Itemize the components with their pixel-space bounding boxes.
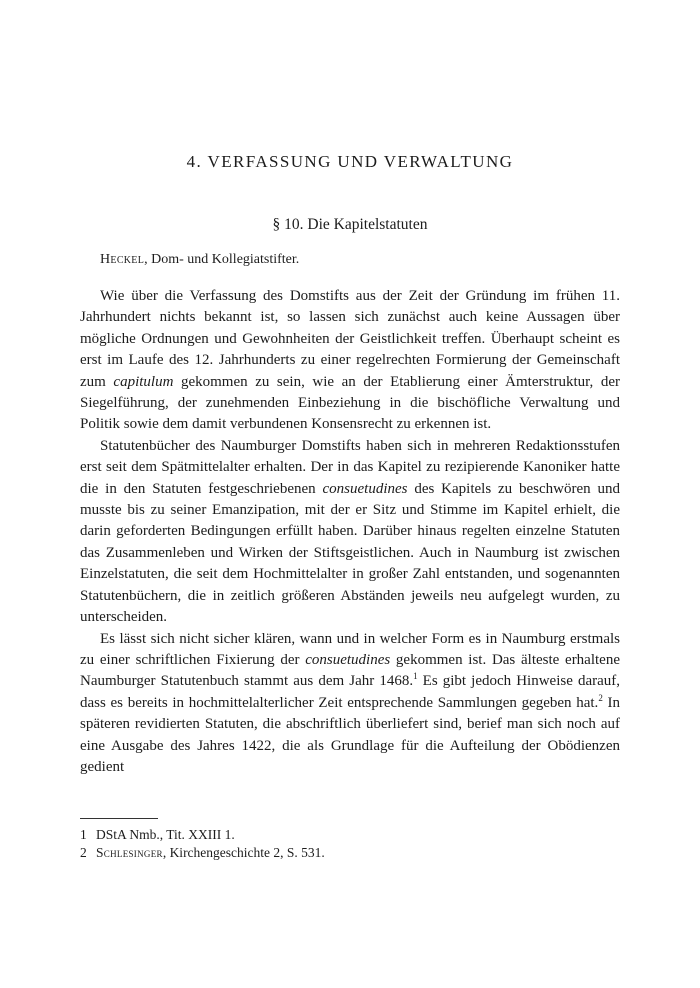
paragraph-2 <box>80 436 620 629</box>
footnote-divider <box>80 818 158 819</box>
literature-author: Heckel <box>100 252 145 267</box>
body-text <box>80 286 620 778</box>
footnote-marker-2[interactable]: 2 <box>598 692 603 703</box>
footnote-number: 1 <box>80 827 87 842</box>
latin-term: consuetudines <box>305 651 391 668</box>
paragraph-1-text-a: Wie über die Verfassung des Domstifts aus der Zeit der Gründung im frühen 11. Jahrhundert nichts bekannt ist, so lassen sich zunächst auch keine Aussagen über mögliche Ordnungen und Gewohnheiten der Geistlichkeit treffen. Überhaupt scheint es erst im Laufe des 12. Jahrhunderts zu einer regelrechten Formierung der Gemeinschaft zum <box>80 288 620 390</box>
footnotes <box>80 826 620 862</box>
paragraph-3-text-a: Es lässt sich nicht sicher klären, wann und in welcher Form es in Naumburg erstmals zu einer schriftlichen Fixierung der <box>80 630 620 668</box>
paragraph-3 <box>80 629 620 779</box>
latin-term: consuetudines <box>322 480 408 497</box>
footnote-text: DStA Nmb., Tit. XXIII 1. <box>96 827 235 842</box>
paragraph-1-text-b: gekommen zu sein, wie an der Etablierung einer Ämterstruktur, der Siegelführung, der zunehmenden Einbeziehung in die bischöfliche Verwaltung und Politik sowie dem damit verbundenen Konsensrecht zu erkennen ist. <box>80 373 621 433</box>
paragraph-3-text-c: Es gibt jedoch Hinweise darauf, dass es bereits in hochmittelalterlicher Zeit entsprechende Sammlungen gegeben hat. <box>80 673 621 711</box>
latin-term: capitulum <box>113 373 174 390</box>
paragraph-3-text-d: In späteren revidierten Statuten, die abschriftlich überliefert sind, berief man sich noch auf eine Ausgabe des Jahres 1422, die als Grundlage für die Aufteilung der Obödienzen gedient <box>80 694 620 775</box>
footnote-marker-1[interactable]: 1 <box>413 671 418 682</box>
footnote-1 <box>80 826 620 844</box>
section-title: § 10. Die Kapitelstatuten <box>272 216 428 233</box>
footnote-text: , Kirchengeschichte 2, S. 531. <box>162 845 325 860</box>
paragraph-1 <box>80 286 620 436</box>
paragraph-3-text-b: gekommen ist. Das älteste erhaltene Naumburger Statutenbuch stammt aus dem Jahr 1468. <box>80 651 620 690</box>
footnote-number: 2 <box>80 845 87 860</box>
paragraph-2-text-b: des Kapitels zu beschwören und musste bis zu seiner Emanzipation, mit der er Sitz und Stimme im Kapitel erhielt, die darin geforderten Bedingungen erfüllt haben. Darüber hinaus regelten einzelne Statuten das Zusammenleben und Wirken der Stiftsgeistlichen. Auch in Naumburg ist zwischen Einzelstatuten, die seit dem Hochmittelalter in großer Zahl entstanden, und sogenannten Statutenbüchern, die in zeitlich größeren Abständen jeweils neu aufgelegt wurden, zu unterscheiden. <box>80 480 620 626</box>
footnote-author: Schlesinger <box>96 845 163 860</box>
paragraph-2-text-a: Statutenbücher des Naumburger Domstifts haben sich in mehreren Redaktionsstufen erst seit dem Spätmittelalter erhalten. Der in das Kapitel zu rezipierende Kanoniker hatte die in den Statuten festgeschriebenen <box>80 437 620 497</box>
footnote-2 <box>80 844 620 862</box>
chapter-title: 4. VERFASSUNG UND VERWALTUNG <box>186 152 514 171</box>
literature-title: , Dom- und Kollegiatstifter. <box>144 252 300 267</box>
literature-reference <box>100 252 299 268</box>
